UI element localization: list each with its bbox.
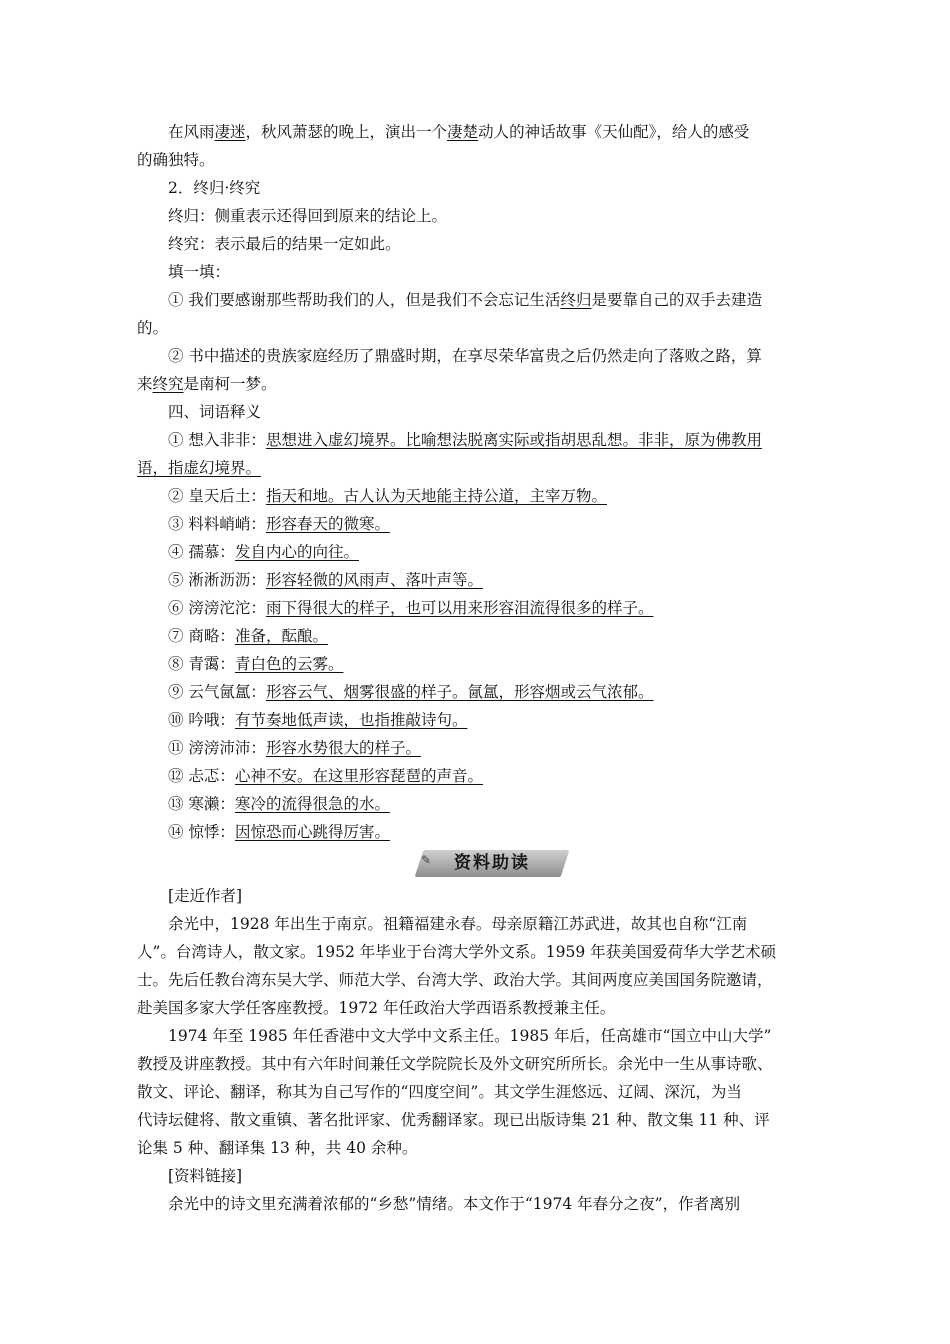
glossary-term: ③ 料料峭峭： — [168, 515, 266, 533]
underlined-word: 终究 — [152, 375, 184, 393]
glossary-item — [137, 790, 817, 818]
subsection-heading: [资料链接] — [168, 1167, 243, 1185]
paragraph-line: 余光中，1928 年出生于南京。祖籍福建永春。母亲原籍江苏武进，故其也自称“江南 — [168, 915, 748, 933]
exercise-line: ② 书中描述的贵族家庭经历了鼎盛时期，在享尽荣华富贵之后仍然走向了落败之路，算 — [168, 347, 762, 365]
section-banner — [137, 846, 817, 882]
exercise-line — [137, 286, 817, 314]
paragraph-line: 余光中的诗文里充满着浓郁的“乡愁”情绪。本文作于“1974 年春分之夜”，作者离别 — [168, 1195, 741, 1213]
glossary-definition: 雨下得很大的样子，也可以用来形容泪流得很多的样子。 — [265, 599, 654, 617]
exercise-heading: 填一填： — [168, 263, 231, 281]
glossary-item — [137, 426, 817, 454]
glossary-item — [137, 818, 817, 846]
subsection-heading: [走近作者] — [168, 887, 243, 905]
definition-line: 终归：侧重表示还得回到原来的结论上。 — [168, 207, 448, 225]
subheading: 2．终归·终究 — [168, 179, 261, 197]
glossary-term: ⑤ 淅淅沥沥： — [168, 571, 266, 589]
paragraph-line: 赴美国多家大学任客座教授。1972 年任政治大学西语系教授兼主任。 — [137, 999, 616, 1017]
text: 是要靠自己的双手去建造 — [591, 291, 762, 309]
exercise-line: 的。 — [137, 319, 169, 337]
glossary-term: ⑭ 惊悸： — [168, 823, 235, 841]
glossary-term: ⑦ 商略： — [168, 627, 235, 645]
glossary-definition: 发自内心的向往。 — [234, 543, 359, 561]
paragraph-line: 的确独特。 — [137, 151, 215, 169]
glossary-definition: 有节奏地低声读，也指推敲诗句。 — [234, 711, 468, 729]
glossary-item — [137, 566, 817, 594]
glossary-definition: 形容春天的微寒。 — [265, 515, 390, 533]
paragraph-line: 士。先后任教台湾东吴大学、师范大学、台湾大学、政治大学。其间两度应美国国务院邀请， — [137, 971, 773, 989]
glossary-term: ⑪ 滂滂沛沛： — [168, 739, 266, 757]
glossary-term: ⑫ 忐忑： — [168, 767, 235, 785]
text: 在风雨 — [168, 123, 215, 141]
paragraph-line: 1974 年至 1985 年任香港中文大学中文系主任。1985 年后，任高雄市“国立中山大学” — [168, 1027, 772, 1045]
paragraph-line: 散文、评论、翻译，称其为自己写作的“四度空间”。其文学生涯悠远、辽阔、深沉，为当 — [137, 1083, 742, 1101]
glossary-term: ⑨ 云气氤氲： — [168, 683, 266, 701]
paragraph-line: 教授及讲座教授。其中有六年时间兼任文学院院长及外文研究所所长。余光中一生从事诗歌、 — [137, 1055, 773, 1073]
glossary-definition: 形容水势很大的样子。 — [265, 739, 421, 757]
glossary-definition: 心神不安。在这里形容琵琶的声音。 — [234, 767, 483, 785]
underlined-word: 终归 — [560, 291, 592, 309]
glossary-term: ⑩ 吟哦： — [168, 711, 235, 729]
pencil-icon: ✎ — [421, 853, 432, 867]
glossary-item — [137, 594, 817, 622]
paragraph-line: 人”。台湾诗人，散文家。1952 年毕业于台湾大学外文系。1959 年获美国爱荷华大学艺术硕 — [137, 943, 777, 961]
text: ，秋风萧瑟的晚上，演出一个 — [245, 123, 448, 141]
banner-title: 资料助读 — [454, 853, 530, 873]
glossary-definition: 青白色的云雾。 — [234, 655, 344, 673]
glossary-item — [137, 706, 817, 734]
definition-line: 终究：表示最后的结果一定如此。 — [168, 235, 401, 253]
glossary-item — [137, 762, 817, 790]
glossary-term: ④ 孺慕： — [168, 543, 235, 561]
text: 来 — [137, 375, 153, 393]
underlined-word: 凄楚 — [447, 123, 479, 141]
paragraph-line: 论集 5 种、翻译集 13 种，共 40 余种。 — [137, 1139, 418, 1157]
text: ① 我们要感谢那些帮助我们的人，但是我们不会忘记生活 — [168, 291, 561, 309]
text: 是南柯一梦。 — [183, 375, 277, 393]
text: 动人的神话故事《天仙配》，给人的感受 — [478, 123, 750, 141]
glossary-term: ⑧ 青霭： — [168, 655, 235, 673]
glossary-term: ② 皇天后土： — [168, 487, 266, 505]
glossary-item — [137, 622, 817, 650]
glossary-term: ① 想入非非： — [168, 431, 266, 449]
glossary-list — [137, 426, 817, 846]
glossary-definition: 指天和地。古人认为天地能主持公道，主宰万物。 — [265, 487, 607, 505]
glossary-definition: 形容云气、烟雾很盛的样子。氤氲，形容烟或云气浓郁。 — [265, 683, 654, 701]
section-heading: 四、词语释义 — [168, 403, 262, 421]
glossary-item — [137, 734, 817, 762]
glossary-definition: 语，指虚幻境界。 — [137, 459, 262, 477]
glossary-definition: 思想进入虚幻境界。比喻想法脱离实际或指胡思乱想。非非，原为佛教用 — [265, 431, 762, 449]
glossary-item — [137, 454, 817, 482]
document-body — [137, 118, 817, 1218]
glossary-definition: 寒冷的流得很急的水。 — [234, 795, 390, 813]
exercise-line — [137, 370, 817, 398]
glossary-term: ⑥ 滂滂沱沱： — [168, 599, 266, 617]
glossary-definition: 准备，酝酿。 — [234, 627, 328, 645]
glossary-definition: 形容轻微的风雨声、落叶声等。 — [265, 571, 483, 589]
glossary-definition: 因惊恐而心跳得厉害。 — [234, 823, 390, 841]
glossary-item — [137, 510, 817, 538]
glossary-item — [137, 650, 817, 678]
paragraph-line: 代诗坛健将、散文重镇、著名批评家、优秀翻译家。现已出版诗集 21 种、散文集 11 种、评 — [137, 1111, 770, 1129]
glossary-term: ⑬ 寒濑： — [168, 795, 235, 813]
glossary-item — [137, 678, 817, 706]
paragraph-line — [137, 118, 817, 146]
glossary-item — [137, 482, 817, 510]
underlined-word: 凄迷 — [214, 123, 246, 141]
glossary-item — [137, 538, 817, 566]
